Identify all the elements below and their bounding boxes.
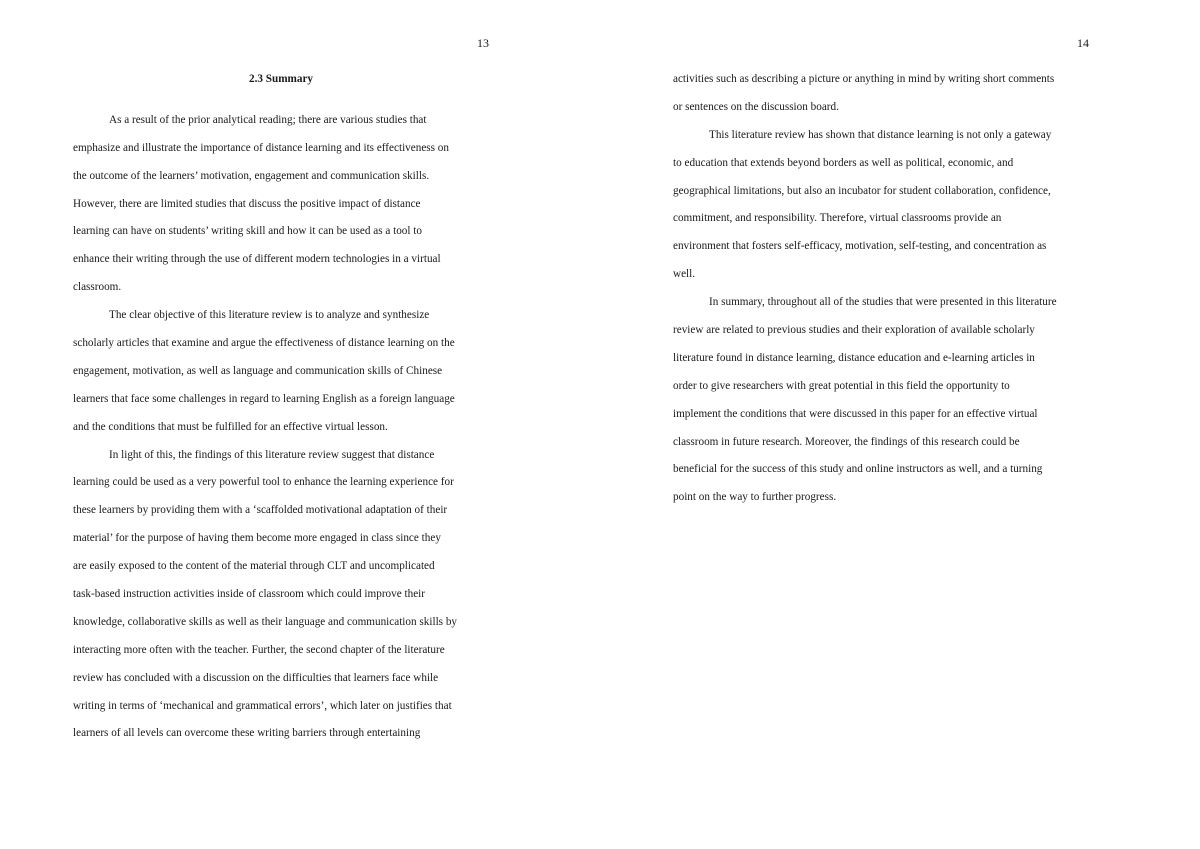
text-line: geographical limitations, but also an incubator for student collaboration, confidence, <box>673 184 1051 197</box>
text-line: learners that face some challenges in regard to learning English as a foreign language <box>73 392 455 405</box>
paragraph <box>73 442 493 749</box>
text-line: emphasize and illustrate the importance of distance learning and its effectiveness on <box>73 141 449 154</box>
text-line: learning can have on students’ writing skill and how it can be used as a tool to <box>73 225 423 238</box>
heading-spacer <box>73 94 493 107</box>
text-line: However, there are limited studies that discuss the positive impact of distance <box>73 197 421 210</box>
text-line: and the conditions that must be fulfilled for an effective virtual lesson. <box>73 420 388 433</box>
text-line: enhance their writing through the use of different modern technologies in a virtual <box>73 253 441 266</box>
text-line: The clear objective of this literature review is to analyze and synthesize <box>109 309 430 322</box>
text-line: material’ for the purpose of having them become more engaged in class since they <box>73 532 441 545</box>
text-line: writing in terms of ‘mechanical and grammatical errors’, which later on justifies that <box>73 699 452 712</box>
page-number: 13 <box>477 36 489 50</box>
text-line: In light of this, the findings of this literature review suggest that distance <box>109 448 435 461</box>
page-14 <box>600 0 1200 849</box>
text-line: literature found in distance learning, distance education and e-learning articles in <box>673 351 1035 364</box>
text-line: or sentences on the discussion board. <box>673 100 839 113</box>
text-line: are easily exposed to the content of the material through CLT and uncomplicated <box>73 560 435 573</box>
paragraph <box>673 66 1093 122</box>
text-line: environment that fosters self-efficacy, motivation, self-testing, and concentration as <box>673 240 1047 253</box>
text-line: As a result of the prior analytical reading; there are various studies that <box>109 113 427 126</box>
text-line: point on the way to further progress. <box>673 491 837 504</box>
paragraph-list <box>673 66 1093 512</box>
text-line: activities such as describing a picture or anything in mind by writing short comments <box>673 73 1055 85</box>
page-number: 14 <box>1077 36 1089 50</box>
text-line: scholarly articles that examine and argue the effectiveness of distance learning on the <box>73 337 455 350</box>
text-line: classroom in future research. Moreover, the findings of this research could be <box>673 435 1020 448</box>
text-line: classroom. <box>73 281 122 294</box>
text-line: to education that extends beyond borders as well as political, economic, and <box>673 156 1014 169</box>
page-body <box>673 66 1093 512</box>
text-line: engagement, motivation, as well as language and communication skills of Chinese <box>73 364 443 377</box>
text-line: This literature review has shown that distance learning is not only a gateway <box>709 128 1052 141</box>
page-body <box>73 66 493 748</box>
text-line: implement the conditions that were discussed in this paper for an effective virtual <box>673 407 1038 420</box>
text-line: learners of all levels can overcome these writing barriers through entertaining <box>73 727 421 740</box>
text-line: beneficial for the success of this study and online instructors as well, and a turning <box>673 463 1043 476</box>
text-line: knowledge, collaborative skills as well as their language and communication skills by <box>73 615 458 628</box>
text-line: interacting more often with the teacher. Further, the second chapter of the literature <box>73 643 445 656</box>
text-line: the outcome of the learners’ motivation, engagement and communication skills. <box>73 169 430 182</box>
text-line: these learners by providing them with a ‘scaffolded motivational adaptation of their <box>73 504 448 517</box>
text-line: review has concluded with a discussion on the difficulties that learners face while <box>73 671 439 684</box>
text-line: learning could be used as a very powerful tool to enhance the learning experience for <box>73 476 454 489</box>
paragraph <box>73 302 493 441</box>
paragraph <box>673 122 1093 289</box>
paragraph <box>73 107 493 302</box>
text-line: task-based instruction activities inside of classroom which could improve their <box>73 588 426 601</box>
paragraph <box>673 289 1093 512</box>
text-line: In summary, throughout all of the studies that were presented in this literature <box>709 296 1057 309</box>
text-line: review are related to previous studies and their exploration of available scholarly <box>673 324 1035 337</box>
section-heading: 2.3 Summary <box>248 73 314 85</box>
text-line: order to give researchers with great potential in this field the opportunity to <box>673 379 1010 392</box>
text-line: commitment, and responsibility. Therefore, virtual classrooms provide an <box>673 212 1002 225</box>
paragraph-list <box>73 107 493 748</box>
text-line: well. <box>673 268 696 281</box>
